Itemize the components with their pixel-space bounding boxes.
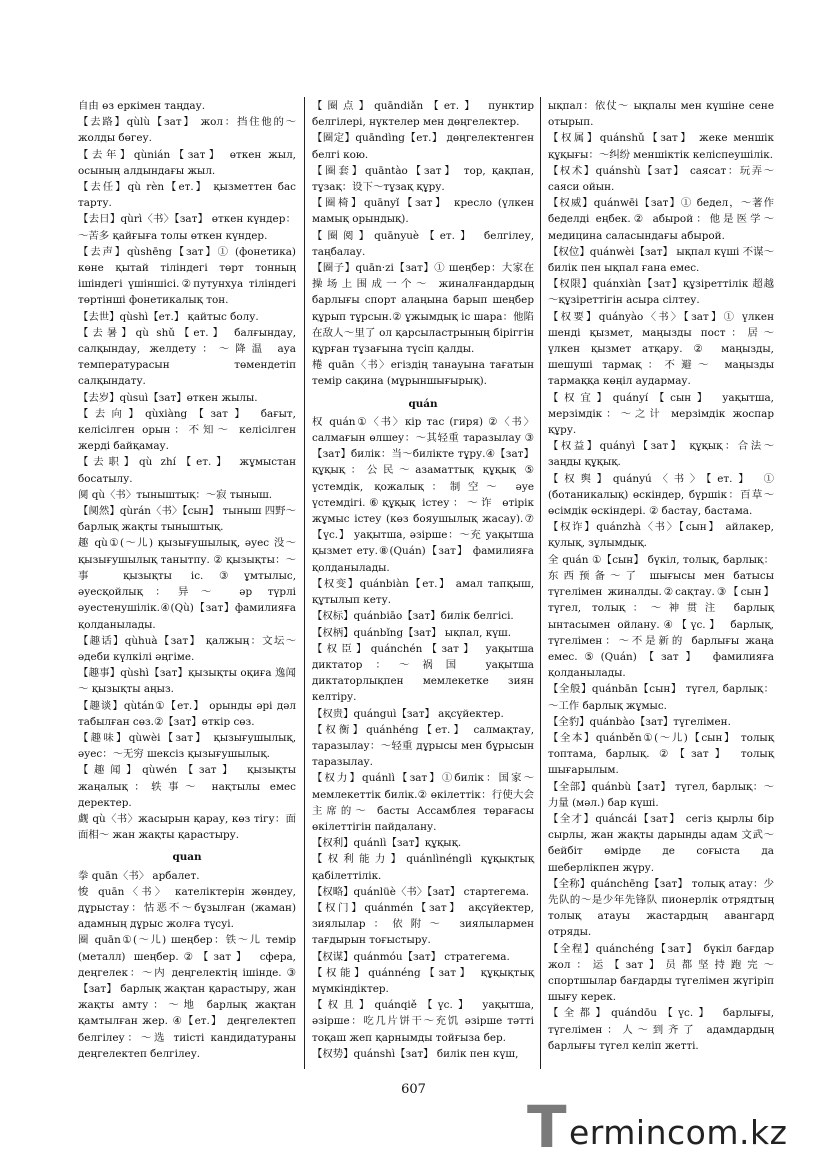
dictionary-entry: ықпал：依仗～ ықпалы мен күшіне сене отырып. [548, 100, 774, 129]
dictionary-entry: 棬 quān〈书〉егіздің танауына тағатын темір сақина (мұрыншығырық). [312, 359, 534, 388]
dictionary-entry: 【权略】quánlüè〈书〉【зат】 стартегема. [312, 885, 530, 898]
dictionary-entry: 【权利】quánlì【зат】құқық. [312, 837, 462, 850]
dictionary-entry: 阒 qù〈书〉тыныштық：～寂 тыныш. [78, 488, 273, 501]
dictionary-entry: 【权宜】quányí【сын】 уақытша, мерзімдік：～之计 мерзімдік жоспар құру. [548, 391, 774, 437]
column-1-entries-b [78, 868, 296, 1062]
dictionary-entry: 自由 өз еркімен таңдау. [78, 100, 206, 112]
column-1 [78, 98, 296, 1062]
dictionary-entry: 【全才】quáncái【зат】 сегіз қырлы бір сырлы, жан жақты дарынды адам 文武～ бейбіт өмірде де соғыста да шеберлікпен жүру. [548, 812, 774, 874]
logo-letter: T [527, 1093, 567, 1161]
dictionary-entry: 【权且】quánqiě【үс.】 уақытша, әзірше：吃几片饼干～充饥 әзірше тәтті тоқаш жеп қарнымды тойғыза бер. [312, 999, 534, 1044]
dictionary-entry: 【去任】qù rèn【ет.】 қызметтен бас тарту. [78, 181, 296, 210]
dictionary-entry: 【权柄】quánbǐng【зат】 ықпал, күш. [312, 626, 512, 639]
dictionary-entry: 【权利能力】quánlìnénglì құқықтық қабілеттілік. [312, 853, 534, 882]
dictionary-entry: 【圈子】quān·zi【зат】① шеңбер：大家在操场上围成一个～ жиналғандардың барлығы спорт алаңына барып шеңбер құрып тұрсын.② ұжымдық іс шара：他陷在敌人～里了 ол қарсыластрының біріггін құрған тұзағына түсіп қалды. [312, 262, 534, 356]
dictionary-entry: 【权限】quánxiàn【зат】құзіреттілік 超越～құзіреттігін асыра сілтеу. [548, 278, 774, 307]
dictionary-entry: 【权力】quánlì【зат】①билік：国家～ мемлекеттік билік.② өкілеттік：行使大会主席的～ басты Ассамблея төрағасы өкілеттігін пайдалану. [312, 772, 534, 833]
dictionary-entry: 【权标】quánbiāo【зат】билік белгісі. [312, 610, 514, 623]
dictionary-entry: 【权威】quánwēi【зат】① бедел，～著作 беделді еңбек.② абырой：他是医学～ медицина саласындағы абырой. [548, 197, 774, 242]
dictionary-entry: 【圈椅】quānyǐ【зат】 кресло (үлкен мамық орындық). [312, 197, 534, 226]
dictionary-entry: 【全豹】quánbào【зат】түгелімен. [548, 715, 731, 728]
dictionary-entry: 【趣话】qùhuà【зат】 қалжың：文坛～ әдеби күлкілі әңгіме. [78, 634, 296, 663]
dictionary-entry: 【趣味】qùwèi【зат】 қызығушылық, әуес：～无穷 шексіз қызығушылық. [78, 731, 296, 761]
dictionary-entry: 【全本】quánběn①(～儿)【сын】 толық топтама, барлық. ②【зат】 толық шығарылым. [548, 731, 774, 777]
dictionary-entry: 【权臣】quánchén【зат】 уақытша диктатор：～祸国 уақытша диктаторлықпен мемлекетке зиян келтіру. [312, 642, 534, 704]
column-separator [540, 97, 541, 1069]
dictionary-entry: 【去声】qùshēng【зат】① (фонетика) көне қытай тіліндегі төрт тонның ішіндегі үшіншісі.②путунхуа тіліндегі төртінші фонетикалық тон. [78, 245, 296, 307]
dictionary-entry: 【去日】qùrì〈书〉【зат】 өткен күндер：～苦多 қайғыға толы өткен күндер. [78, 213, 296, 242]
dictionary-entry: 【权位】quánwèi【зат】 ықпал күші 不谋～билік пен ықпал ғана емес. [548, 245, 774, 275]
dictionary-entry: 【权谋】quánmóu【зат】 стратегема. [312, 950, 510, 963]
dictionary-entry: 【权势】quánshì【зат】 билік пен күш, [312, 1047, 519, 1060]
dictionary-entry: 【圈阅】quānyuè【ет.】 белгілеу, таңбалау. [312, 229, 534, 258]
dictionary-entry: 悛 quān〈书〉 кателіктерін жөндеу, дұрыстау：怙恶不～бұзылған (жаман) адамның дұрыс жолға түсуі. [78, 885, 296, 931]
dictionary-entry: 【圈点】quāndiǎn【ет.】 пунктир белгілері, нүктелер мен дөңгелектер. [312, 100, 534, 129]
dictionary-entry: 【阒然】qùrán〈书〉【сын】 тыныш 四野～ барлық жақты тыныштық. [78, 505, 296, 534]
dictionary-entry: 【去路】qùlù【зат】 жол：挡住他的～ жолды бөгеу. [78, 116, 296, 145]
section-heading-quan: quan [172, 851, 202, 864]
dictionary-entry: 【权门】quánmén【зат】 ақсүйектер, зиялылар：依附～ зиялылармен тағдырын тоғыстыру. [312, 901, 534, 947]
dictionary-entry: 【全都】quándōu【үс.】 барлығы, түгелімен：人～到齐了 адамдардың барлығы түгел келіп жетті. [548, 1007, 774, 1052]
dictionary-entry: 【去向】qùxiàng【зат】 бағыт, келісілген орын：不知～ келісілген жерді байқамау. [78, 407, 296, 453]
dictionary-entry: 【权属】quánshǔ【зат】 жеке меншік құқығы：～纠纷 меншіктік келіспеушілік. [548, 132, 774, 161]
dictionary-entry: 【全称】quánchēng【зат】 толық атау：少先队的～是少年先锋队 пионерлік отрядтың толық атауы жастардың авангард отряды. [548, 877, 774, 939]
dictionary-entry: 【权要】quányào〈书〉【зат】① үлкен шенді қызмет, маңызды пост：居～ үлкен қызмет атқару. ② маңызды, шешуші тармақ：不避～ маңызды тармаққа көңіл аудармау. [548, 310, 774, 388]
dictionary-entry: 【权衡】quánhéng【ет.】 салмақтау, таразылау：～轻重 дұрысы мен бұрысын таразылау. [312, 723, 534, 769]
dictionary-entry: 【权能】quánnéng【зат】 құқықтық мүмкіндіктер. [312, 966, 534, 995]
dictionary-entry: 【权贵】quánguì【зат】 ақсүйектер. [312, 707, 504, 720]
dictionary-entry: 【去职】qù zhí【ет.】 жұмыстан босатылу. [78, 456, 296, 485]
dictionary-entry: 【全部】quánbù【зат】 түгел, барлық：～力量 (мәл.) бар күші. [548, 780, 774, 809]
column-2 [312, 98, 534, 1062]
dictionary-entry: 【权术】quánshù【зат】 саясат：玩弄～саяси ойын. [548, 164, 774, 194]
dictionary-entry: 【趣闻】qùwén【зат】 қызықты жаңалық：轶事～ нақтылы емес деректер. [78, 764, 296, 809]
dictionary-entry: 【去世】qùshì【ет.】 қайтыс болу. [78, 310, 259, 323]
dictionary-entry: 【权变】quánbiàn【ет.】 амал тапқыш, құтылып кету. [312, 577, 534, 607]
dictionary-entry: 【去岁】qùsuì【зат】өткен жылы. [78, 391, 258, 404]
page-number: 607 [401, 1082, 426, 1097]
dictionary-entry: 【去年】qùnián【зат】 өткен жыл, осының алдындағы жыл. [78, 148, 296, 177]
dictionary-entry: 觑 qù〈书〉жасырын қарау, көз тігу：面面相～ жан жақты қарастыру. [78, 812, 296, 842]
column-3 [548, 98, 774, 1054]
logo-text: ermincom.kz [569, 1113, 788, 1152]
column-3-entries [548, 98, 774, 1054]
dictionary-entry: 【圈定】quāndìng【ет.】 дөңгелектенген белгі кою. [312, 132, 534, 161]
section-heading-quan-2: quán [408, 397, 438, 410]
dictionary-entry: 【趣事】qùshì【зат】қызықты оқиға 逸闻～ қызықты аңыз. [78, 667, 296, 696]
column-1-entries [78, 98, 296, 843]
dictionary-entry: 【权诈】quánzhà〈书〉【сын】 айлакер, қулық, зұлымдық. [548, 521, 774, 550]
dictionary-entry: 【全般】quánbān【сын】 түгел, барлық：～工作 барлық жұмыс. [548, 683, 774, 712]
dictionary-entry: 拳 quān〈书〉 арбалет. [78, 869, 200, 882]
dictionary-entry: 【权益】quányì【зат】 құқық：合法～заңды құқық. [548, 440, 774, 469]
dictionary-entry: 趣 qù①(～儿) қызығушылық, әуес 没～ қызығушылық танытпу. ② қызықты：～事 қызықты іс.③ұмтылыс, әуесқойлық：异～ әр түрлі әуестенушілік.④(Qù)【зат】фамилияға қолданылады. [78, 537, 296, 631]
dictionary-entry: 【全程】quánchéng【зат】 бүкіл бағдар жол：运【зат】员都坚持跑完～ спортшылар бағдарды түгелімен жүгіріп шығу керек. [548, 942, 774, 1004]
dictionary-entry: 权 quán①〈书〉кір тас (гиря) ②〈书〉 салмағын өлшеу：～其轻重 таразылау ③【зат】билік：当～билікте тұру.④【зат】құқық：公民～азаматтық құқық ⑤ үстемдік, қожалық：制空～ әуе үстемдігі.⑥құқық істеу：～诈 өтірік жұмыс істеу (көз бояушылық жасау).⑦【үс.】 уақытша, әзірше：～充 уақытша қызмет ету.⑧(Quán)【зат】 фамилияға қолданылады. [312, 415, 534, 574]
column-2-entries [312, 98, 534, 390]
dictionary-entry: 圈 quān①(～儿) шеңбер：铁～儿 темір (металл) шеңбер.②【зат】 сфера, деңгелек：～内 деңгелектің ішінде. ③【зат】 барлық жақтан қарастыру, жан жақты амту：～地 барлық жақтан қамтылған жер. ④【ет.】 деңгелектеп белгілеу：～选 тиісті кандидатураны деңгелектеп белгілеу. [78, 934, 296, 1060]
column-separator [304, 97, 305, 1069]
terminkom-logo [525, 1093, 815, 1161]
column-2-entries-b [312, 414, 534, 1062]
dictionary-entry: 【趣谈】qùtán①【ет.】 орынды әрі дәл табылған сөз.②【зат】өткір сөз. [78, 699, 296, 728]
dictionary-entry: 【权舆】quányú〈书〉【ет.】 ① (ботаникалық) өскіндер, бүршік：百草～ өсімдік өскіндері. ② бастау, бастама. [548, 472, 774, 518]
dictionary-entry: 【去暑】qù shǔ【ет.】 балғындау, салқындау, желдету：～降温 ауа температурасын төмендетіп салқындату. [78, 326, 296, 388]
dictionary-entry: 【圈套】quāntào【зат】 тор, қақпан, тұзақ：设下～тұзақ құру. [312, 164, 534, 194]
dictionary-entry: 全 quán ①【сын】 бүкіл, толық, барлық：东西预备～了 шығысы мен батысы түгелімен жиналды.②сақтау.③【сын】 түгел, толық：～神贯注 барлық ынтасымен ойлану.④【үс.】 барлық, түгелімен：～不是新的 барлығы жаңа емес.⑤(Quán)【зат】 фамилияға қолданылады. [548, 553, 774, 680]
